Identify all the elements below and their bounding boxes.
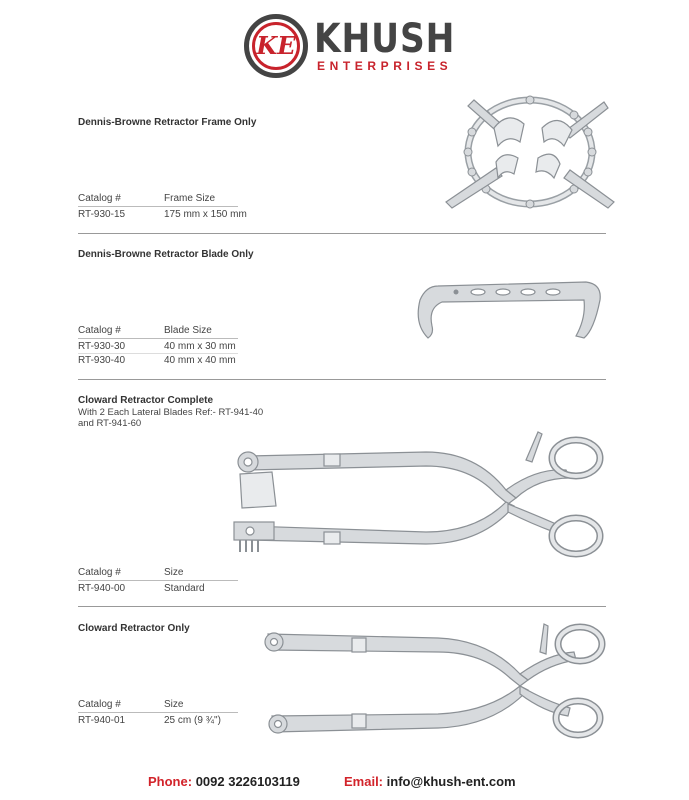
size-header: Size xyxy=(164,567,184,578)
size-header: Size xyxy=(164,699,184,710)
footer-email xyxy=(344,774,516,789)
cloward-complete-image xyxy=(226,428,611,580)
size-value: 175 mm x 150 mm xyxy=(164,209,247,220)
catalog-header: Catalog # xyxy=(78,193,121,204)
catalog-number: RT-930-30 xyxy=(78,341,126,352)
size-header: Blade Size xyxy=(164,325,212,336)
table-rule xyxy=(78,206,238,207)
email-address[interactable]: info@khush-ent.com xyxy=(386,774,516,789)
size-value: 40 mm x 30 mm xyxy=(164,341,236,352)
section-divider xyxy=(78,606,606,607)
brand-name: KHUSH xyxy=(314,16,456,62)
product-description: With 2 Each Lateral Blades Ref:- RT-941-40 xyxy=(78,407,264,418)
catalog-number: RT-930-15 xyxy=(78,209,126,220)
product-title: Dennis-Browne Retractor Frame Only xyxy=(78,117,257,128)
catalog-header: Catalog # xyxy=(78,325,121,336)
phone-label: Phone: xyxy=(148,774,193,789)
table-rule xyxy=(78,338,238,339)
logo-mark: KE xyxy=(252,22,300,70)
footer-phone xyxy=(148,774,300,789)
retractor-frame-image xyxy=(438,90,618,220)
product-title: Cloward Retractor Only xyxy=(78,623,190,634)
size-value: 40 mm x 40 mm xyxy=(164,355,236,366)
size-value: Standard xyxy=(164,583,205,594)
table-rule xyxy=(78,580,238,581)
catalog-number: RT-930-40 xyxy=(78,355,126,366)
brand-subtitle: ENTERPRISES xyxy=(317,59,453,73)
product-title: Dennis-Browne Retractor Blade Only xyxy=(78,249,254,260)
retractor-blade-image xyxy=(408,278,608,344)
catalog-number: RT-940-01 xyxy=(78,715,126,726)
email-label: Email: xyxy=(344,774,384,789)
catalog-header: Catalog # xyxy=(78,699,121,710)
size-header: Frame Size xyxy=(164,193,216,204)
cloward-only-image xyxy=(258,622,610,742)
section-divider xyxy=(78,233,606,234)
catalog-number: RT-940-00 xyxy=(78,583,126,594)
table-rule xyxy=(78,353,238,354)
section-divider xyxy=(78,379,606,380)
product-description: and RT-941-60 xyxy=(78,418,142,429)
product-title: Cloward Retractor Complete xyxy=(78,395,214,406)
phone-number[interactable]: 0092 3226103119 xyxy=(195,774,300,789)
table-rule xyxy=(78,712,238,713)
catalog-header: Catalog # xyxy=(78,567,121,578)
size-value: 25 cm (9 ¾") xyxy=(164,715,221,726)
